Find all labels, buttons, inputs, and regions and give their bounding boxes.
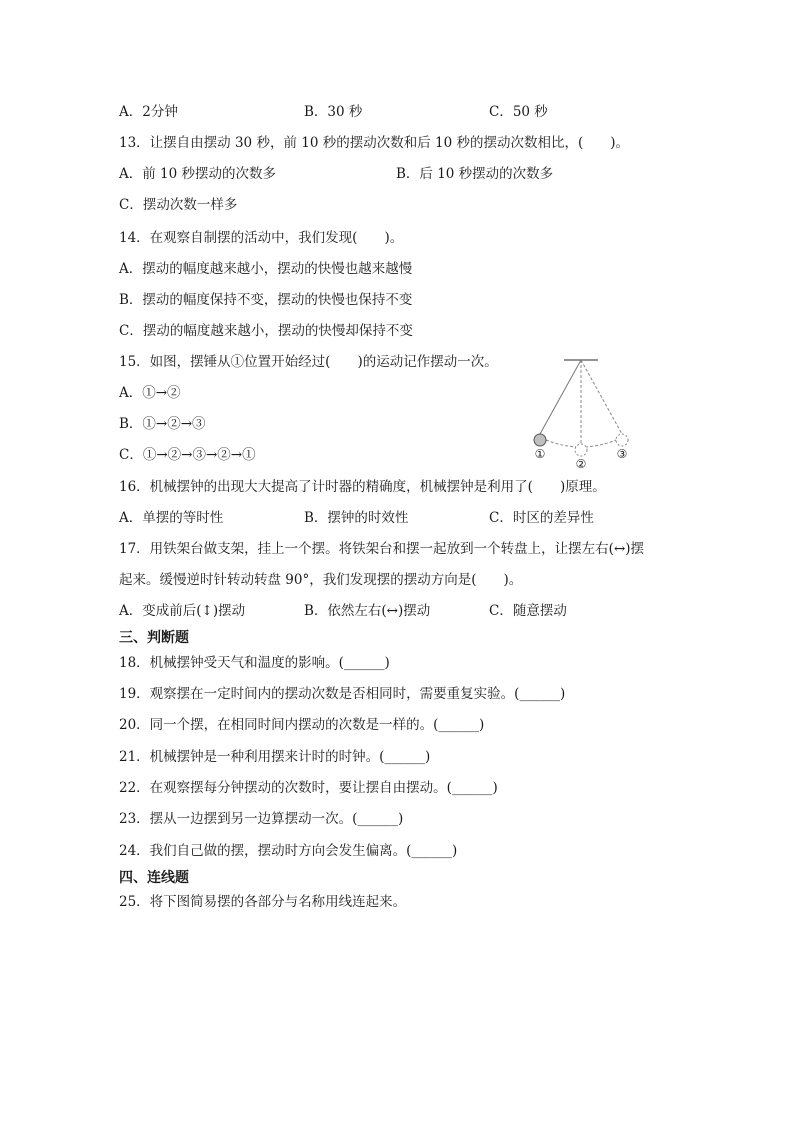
q18: 18．机械摆钟受天气和温度的影响。(______) xyxy=(119,655,390,671)
q24: 24．我们自己做的摆，摆动时方向会发生偏离。(______) xyxy=(119,843,458,859)
q16-stem: 16．机械摆钟的出现大大提高了计时器的精确度，机械摆钟是利用了( )原理。 xyxy=(119,479,606,495)
q25-stem: 25．将下图简易摆的各部分与名称用线连起来。 xyxy=(119,894,407,910)
q15-option-c: C．①→②→③→②→① xyxy=(119,447,256,463)
q17-stem-line2: 起来。缓慢逆时针转动转盘 90°，我们发现摆的摆动方向是( )。 xyxy=(119,572,523,588)
q20: 20．同一个摆，在相同时间内摆动的次数是一样的。(______) xyxy=(119,717,485,733)
q12-option-c: C．50 秒 xyxy=(489,104,548,120)
section-4-title: 四、连线题 xyxy=(119,870,189,886)
q13-option-b: B．后 10 秒摆动的次数多 xyxy=(396,166,554,182)
pendulum-figure xyxy=(522,352,642,470)
pendulum-bob-1 xyxy=(534,434,546,446)
q21: 21．机械摆钟是一种利用摆来计时的时钟。(______) xyxy=(119,749,431,765)
q19: 19．观察摆在一定时间内的摆动次数是否相同时，需要重复实验。(______) xyxy=(119,686,566,702)
q14-option-b: B．摆动的幅度保持不变，摆动的快慢也保持不变 xyxy=(119,292,413,308)
pendulum-bob-3 xyxy=(616,434,628,446)
q22: 22．在观察摆每分钟摆动的次数时，要让摆自由摆动。(______) xyxy=(119,780,498,796)
pendulum-string-1 xyxy=(540,360,581,434)
q16-option-b: B．摆钟的时效性 xyxy=(304,510,409,526)
q23: 23．摆从一边摆到另一边算摆动一次。(______) xyxy=(119,811,404,827)
q14-option-c: C．摆动的幅度越来越小，摆动的快慢却保持不变 xyxy=(119,323,413,339)
q17-option-b: B．依然左右(↔)摆动 xyxy=(304,603,431,619)
pendulum-label-3: ③ xyxy=(616,447,628,461)
q13-option-a: A．前 10 秒摆动的次数多 xyxy=(119,166,277,182)
q14-option-a: A．摆动的幅度越来越小，摆动的快慢也越来越慢 xyxy=(119,261,413,277)
section-3-title: 三、判断题 xyxy=(119,630,189,646)
pendulum-string-3 xyxy=(581,360,622,434)
q15-option-b: B．①→②→③ xyxy=(119,416,206,432)
q14-stem: 14．在观察自制摆的活动中，我们发现( )。 xyxy=(119,230,404,246)
q17-option-a: A．变成前后(↕)摆动 xyxy=(119,603,246,619)
q12-option-b: B．30 秒 xyxy=(304,104,363,120)
q13-option-c: C．摆动次数一样多 xyxy=(119,197,238,213)
q17-stem-line1: 17．用铁架台做支架，挂上一个摆。将铁架台和摆一起放到一个转盘上，让摆左右(↔)摆 xyxy=(119,541,645,557)
q16-option-a: A．单摆的等时性 xyxy=(119,510,224,526)
pendulum-bob-2 xyxy=(575,444,587,456)
q15-option-a: A．①→② xyxy=(119,385,181,401)
q15-stem: 15．如图，摆锤从①位置开始经过( )的运动记作摆动一次。 xyxy=(119,354,498,370)
q12-option-a: A．2分钟 xyxy=(119,104,178,120)
pendulum-label-2: ② xyxy=(575,457,587,470)
q16-option-c: C．时区的差异性 xyxy=(489,510,594,526)
q17-option-c: C．随意摆动 xyxy=(489,603,567,619)
pendulum-label-1: ① xyxy=(534,447,546,461)
q13-stem: 13．让摆自由摆动 30 秒，前 10 秒的摆动次数和后 10 秒的摆动次数相比，( )。 xyxy=(119,135,629,151)
